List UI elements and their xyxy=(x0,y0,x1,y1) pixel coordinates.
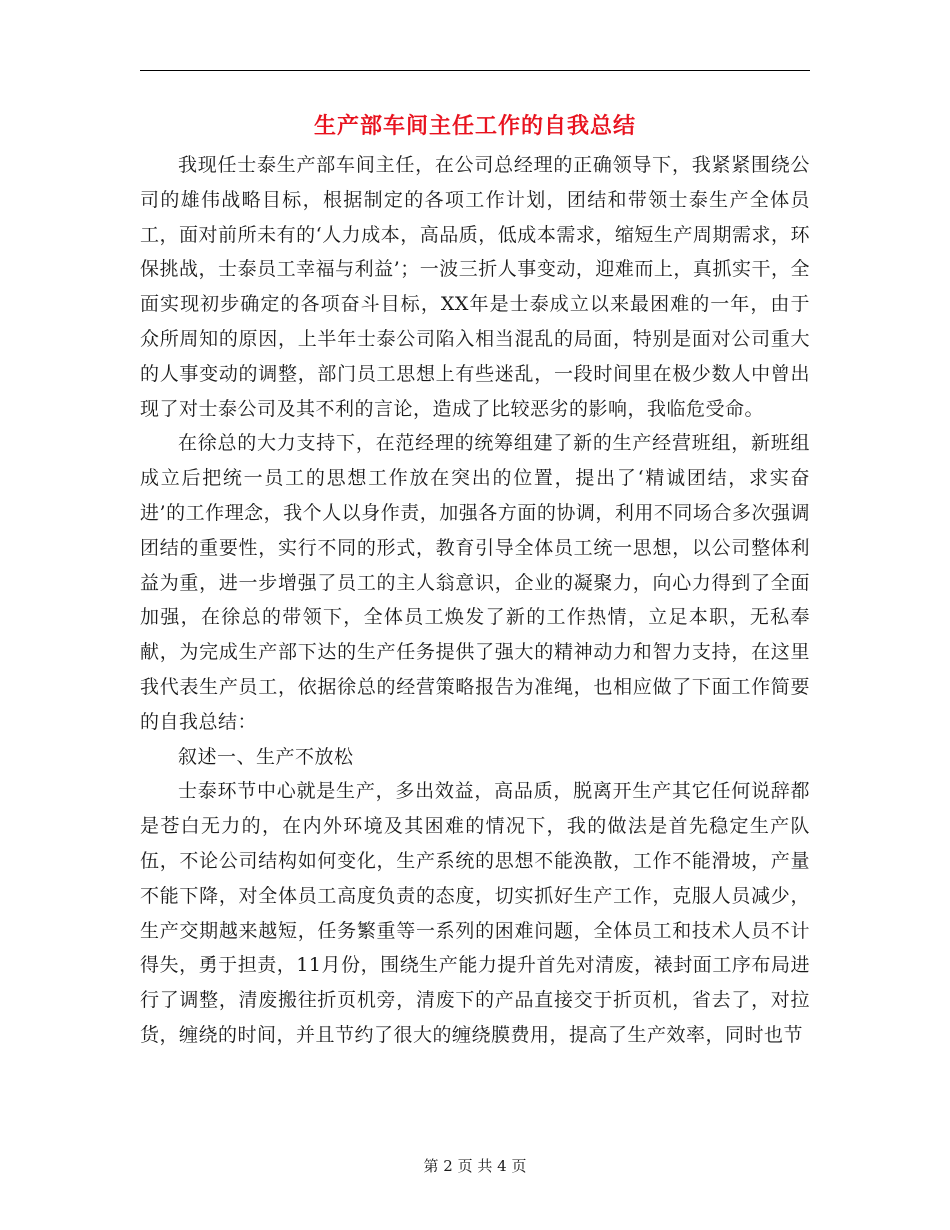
paragraph-3: 士泰环节中心就是生产，多出效益，高品质，脱离开生产其它任何说辞都是苍白无力的，在内外环境及其困难的情况下，我的做法是首先稳定生产队伍，不论公司结构如何变化，生产系统的思想不能涣散，工作不能滑坡，产量不能下降，对全体员工高度负责的态度，切实抓好生产工作，克服人员减少，生产交期越来越短，任务繁重等一系列的困难问题，全体员工和技术人员不计得失，勇于担责，11月份，围绕生产能力提升首先对清废，裱封面工序布局进行了调整，清废搬往折页机旁，清废下的产品直接交于折页机，省去了，对拉货，缠绕的时间，并且节约了很大的缠绕膜费用，提高了生产效率，同时也节 xyxy=(140,780,810,1046)
document-body xyxy=(140,148,810,1053)
section-heading-1: 叙述一、生产不放松 xyxy=(178,745,354,768)
paragraph-2: 在徐总的大力支持下，在范经理的统筹组建了新的生产经营班组，新班组成立后把统一员工的思想工作放在突出的位置，提出了‘精诚团结，求实奋进’的工作理念，我个人以身作责，加强各方面的协调，利用不同场合多次强调团结的重要性，实行不同的形式，教育引导全体员工统一思想，以公司整体利益为重，进一步增强了员工的主人翁意识，企业的凝聚力，向心力得到了全面加强，在徐总的带领下，全体员工焕发了新的工作热情，立足本职，无私奉献，为完成生产部下达的生产任务提供了强大的精神动力和智力支持，在这里我代表生产员工，依据徐总的经营策略报告为准绳，也相应做了下面工作简要的自我总结： xyxy=(140,432,810,733)
paragraph-1: 我现任士泰生产部车间主任，在公司总经理的正确领导下，我紧紧围绕公司的雄伟战略目标，根据制定的各项工作计划，团结和带领士泰生产全体员工，面对前所未有的‘人力成本，高品质，低成本需求，缩短生产周期需求，环保挑战，士泰员工幸福与利益’；一波三折人事变动，迎难而上，真抓实干，全面实现初步确定的各项奋斗目标，XX年是士泰成立以来最困难的一年，由于众所周知的原因，上半年士泰公司陷入相当混乱的局面，特别是面对公司重大的人事变动的调整，部门员工思想上有些迷乱，一段时间里在极少数人中曾出现了对士泰公司及其不利的言论，造成了比较恶劣的影响，我临危受命。 xyxy=(140,154,810,420)
page-footer: 第 2 页 共 4 页 xyxy=(423,1157,527,1175)
header-rule xyxy=(140,70,810,71)
document-title: 生产部车间主任工作的自我总结 xyxy=(313,113,636,139)
